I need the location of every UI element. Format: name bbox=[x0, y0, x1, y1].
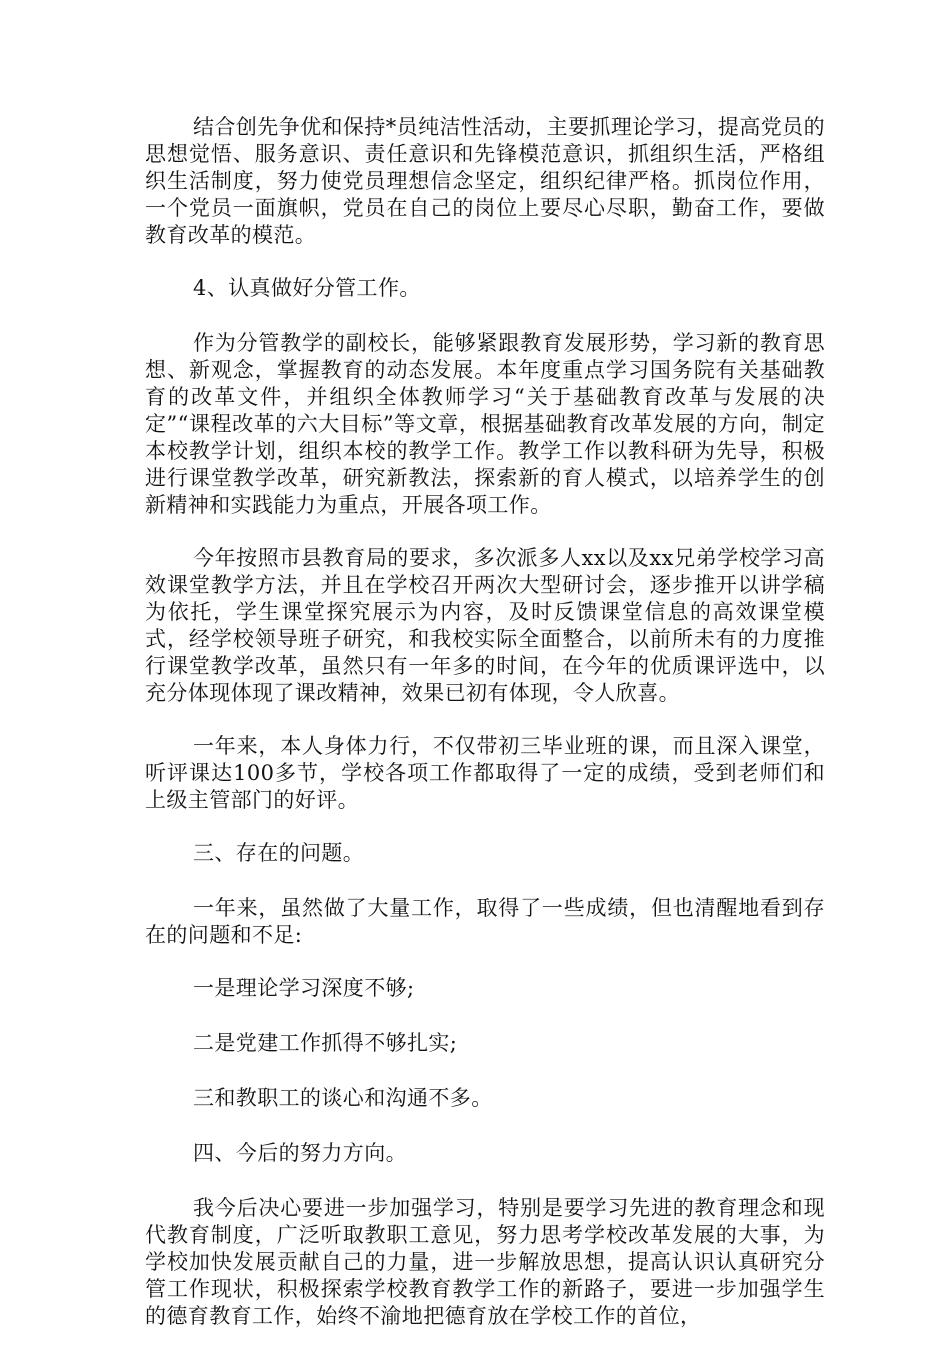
heading-section-4: 4、认真做好分管工作。 bbox=[193, 276, 421, 300]
problem-item-1: 一是理论学习深度不够; bbox=[193, 976, 415, 1000]
paragraph-problems-intro: 一年来，虽然做了大量工作，取得了一些成绩，但也清醒地看到存在的问题和不足: bbox=[145, 896, 825, 947]
document-body bbox=[145, 114, 825, 1356]
paragraph-efficient-classroom: 今年按照市县教育局的要求，多次派多人xx以及xx兄弟学校学习高效课堂教学方法，并且在学校召开两次大型研讨会，逐步推开以讲学稿为依托，学生课堂探究展示为内容，及时反馈课堂信息的高效课堂模式，经学校领导班子研究，和我校实际全面整合，以前所未有的力度推行课堂教学改革，虽然只有一年多的时间，在今年的优质课评选中，以充分体现体现了课改精神，效果已初有体现，令人欣喜。 bbox=[145, 546, 825, 705]
heading-existing-problems: 三、存在的问题。 bbox=[193, 841, 365, 865]
paragraph-vice-principal-role: 作为分管教学的副校长，能够紧跟教育发展形势，学习新的教育思想、新观念，掌握教育的动态发展。本年度重点学习国务院有关基础教育的改革文件，并组织全体教师学习“关于基础教育改革与发展的决定”“课程改革的六大目标”等文章，根据基础教育改革发展的方向，制定本校教学计划，组织本校的教学工作。教学工作以教科研为先导，积极进行课堂教学改革，研究新教法，探索新的育人模式，以培养学生的创新精神和实践能力为重点，开展各项工作。 bbox=[145, 331, 825, 517]
paragraph-personal-effort: 一年来，本人身体力行，不仅带初三毕业班的课，而且深入课堂，听评课达100多节，学校各项工作都取得了一定的成绩，受到老师们和上级主管部门的好评。 bbox=[145, 734, 825, 812]
paragraph-future-plans: 我今后决心要进一步加强学习，特别是要学习先进的教育理念和现代教育制度，广泛听取教职工意见，努力思考学校改革发展的大事，为学校加快发展贡献自己的力量，进一步解放思想，提高认识认真研究分管工作现状，积极探索学校教育教学工作的新路子，要进一步加强学生的德育教育工作，始终不渝地把德育放在学校工作的首位， bbox=[145, 1196, 825, 1328]
paragraph-party-activities: 结合创先争优和保持*员纯洁性活动，主要抓理论学习，提高党员的思想觉悟、服务意识、责任意识和先锋模范意识，抓组织生活，严格组织生活制度，努力使党员理想信念坚定，组织纪律严格。抓岗位作用，一个党员一面旗帜，党员在自己的岗位上要尽心尽职，勤奋工作，要做教育改革的模范。 bbox=[145, 115, 825, 247]
problem-item-3: 三和教职工的谈心和沟通不多。 bbox=[193, 1086, 493, 1110]
heading-future-direction: 四、今后的努力方向。 bbox=[193, 1141, 407, 1165]
problem-item-2: 二是党建工作抓得不够扎实; bbox=[193, 1031, 458, 1055]
